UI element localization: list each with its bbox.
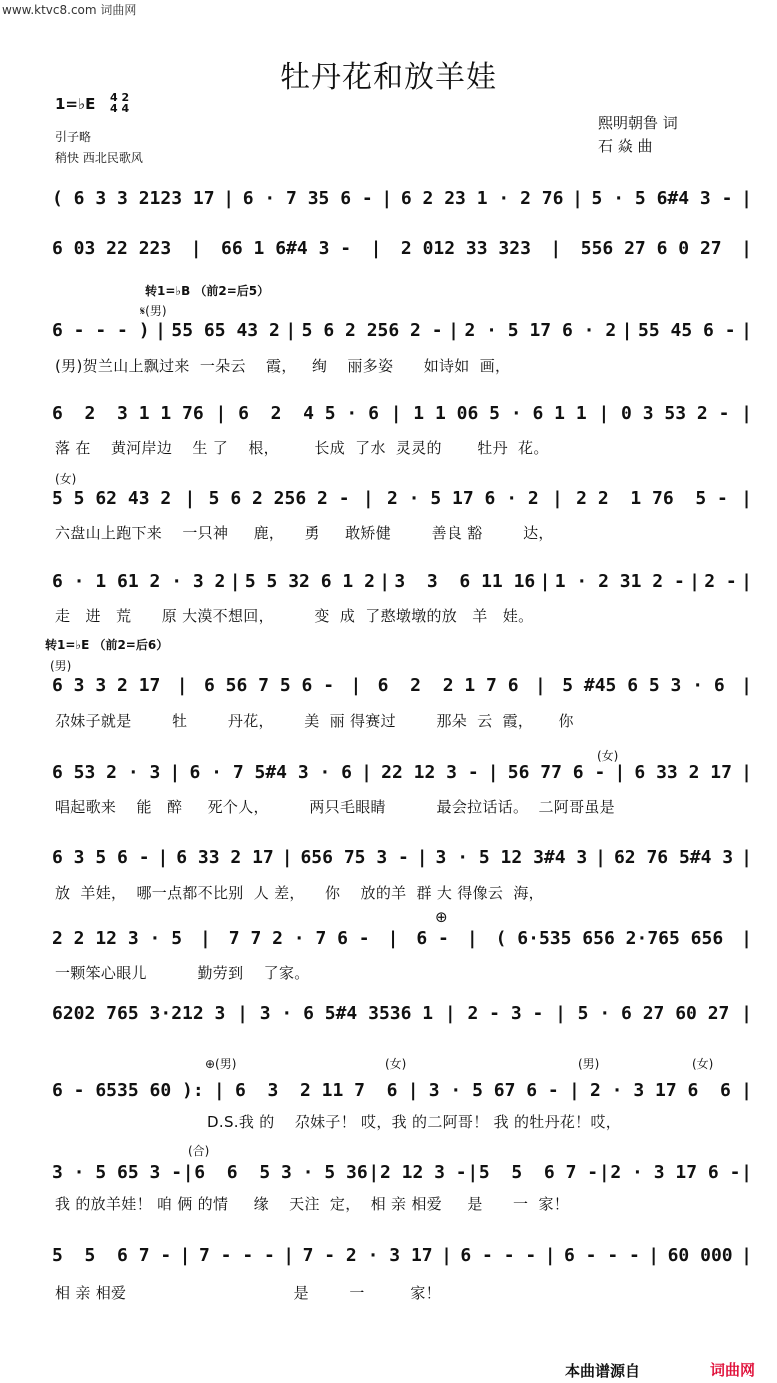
measure: 6 33 2 17 [176, 847, 274, 868]
music-row [52, 403, 752, 424]
lyric-row: 唱起歌来 能 醉 死个人， 两只毛眼睛 最会拉话话。 二阿哥虽是 [55, 798, 615, 816]
music-row [52, 847, 752, 868]
measure: 556 27 6 0 27 [580, 238, 722, 259]
bar-line: | [648, 1245, 660, 1266]
measure: 5 5 62 43 2 [52, 488, 172, 509]
bar-line: | [190, 238, 202, 259]
music-row [52, 488, 752, 509]
music-row [52, 238, 752, 259]
bar-line: | [539, 571, 551, 592]
measure: 3 · 6 5#4 3536 1 [259, 1003, 434, 1024]
measure: 6 2 4 5 · 6 [238, 403, 379, 424]
lyric-row: 放 羊娃， 哪一点都不比别 人 差， 你 放的羊 群 大 得像云 海， [55, 884, 544, 902]
bar-line: | [467, 1162, 479, 1183]
coda-symbol: ⊕ [435, 908, 448, 926]
measure: 5 5 32 6 1 2 [244, 571, 375, 592]
measure: 5 5 6 7 - [52, 1245, 172, 1266]
bar-line: | [741, 188, 752, 209]
measure: 6 03 22 223 [52, 238, 172, 259]
music-row [52, 188, 752, 209]
footer-logo: 词曲网 [710, 1361, 756, 1379]
music-row [52, 1245, 752, 1266]
bar-line: | [223, 188, 235, 209]
key-signature: 1=♭E [55, 95, 96, 113]
music-row [52, 675, 752, 696]
measure: 7 7 2 · 7 6 - [228, 928, 370, 949]
measure: 2 2 1 76 5 - [576, 488, 728, 509]
measure: 2 012 33 323 [400, 238, 531, 259]
measure: 5 · 5 6#4 3 - [591, 188, 733, 209]
lyricist-credit: 熙明朝鲁 词 [598, 114, 678, 132]
measure: 60 000 [667, 1245, 733, 1266]
bar-line: | [381, 188, 393, 209]
measure: 6 53 2 · 3 [52, 762, 161, 783]
measure: 2 · 5 17 6 · 2 [464, 320, 617, 341]
bar-line: | [568, 1080, 580, 1101]
bar-line: | [441, 1245, 452, 1266]
bar-line: | [595, 847, 607, 868]
measure: 2 2 12 3 · 5 [52, 928, 183, 949]
bar-line: | [285, 320, 297, 341]
bar-line: | [361, 762, 372, 783]
measure: ( 6 3 3 2123 17 [52, 188, 215, 209]
bar-line: | [621, 320, 633, 341]
lyric-row: 走 进 荒 原 大漠不想回， 变 成 了憨墩墩的放 羊 娃。 [55, 607, 534, 625]
segno-male-annotation: 𝄋(男) [140, 304, 167, 318]
female-annotation-4: (女) [692, 1057, 714, 1071]
song-title: 牡丹花和放羊娃 [280, 60, 497, 95]
measure: 5 5 6 7 - [478, 1162, 599, 1183]
bar-line: | [390, 403, 402, 424]
measure: 6 3 3 2 17 [52, 675, 161, 696]
measure: 2 · 3 17 6 - [610, 1162, 741, 1183]
bar-line: | [229, 571, 241, 592]
lyric-row: 落 在 黄河岸边 生 了 根， 长成 了水 灵灵的 牡丹 花。 [55, 439, 549, 457]
measure: 6 · 7 35 6 - [242, 188, 373, 209]
measure: 6 - - - [460, 1245, 537, 1266]
measure: 3 · 5 12 3#4 3 [435, 847, 588, 868]
female-annotation-2: (女) [597, 749, 619, 763]
bar-line: | [213, 1080, 225, 1101]
measure: 6 33 2 17 [634, 762, 732, 783]
bar-line: | [614, 762, 626, 783]
bar-line: | [598, 403, 610, 424]
measure: 1 1 06 5 · 6 1 1 [413, 403, 587, 424]
bar-line: | [387, 928, 399, 949]
measure: 6 2 3 1 1 76 [52, 403, 204, 424]
measure: 5 · 6 27 60 27 [577, 1003, 730, 1024]
bar-line: | [487, 762, 499, 783]
bar-line: | [237, 1003, 248, 1024]
music-row [52, 762, 752, 783]
modulation-annotation: 转1=♭B （前2=后5） [145, 284, 270, 298]
measure: 62 76 5#4 3 [613, 847, 734, 868]
lyric-row: (男)贺兰山上飘过来 一朵云 霞， 绚 丽多姿 如诗如 画， [55, 357, 511, 375]
intro-note: 引子略 [55, 130, 92, 144]
composer-credit: 石 焱 曲 [598, 137, 653, 155]
measure: 6 3 2 11 7 6 [234, 1080, 398, 1101]
bar-line: | [741, 571, 752, 592]
bar-line: | [283, 1245, 295, 1266]
measure: 66 1 6#4 3 - [221, 238, 352, 259]
measure: 2 · 5 17 6 · 2 [386, 488, 539, 509]
male-annotation: (男) [50, 659, 72, 673]
bar-line: | [741, 762, 752, 783]
bar-line: | [741, 1080, 752, 1101]
measure: 0 3 53 2 - [621, 403, 730, 424]
lyric-row: D.S.我 的 尕妹子！ 哎，我 的二阿哥！ 我 的牡丹花！哎， [55, 1113, 622, 1131]
bar-line: | [407, 1080, 419, 1101]
measure: 6 2 2 1 7 6 [377, 675, 519, 696]
bar-line: | [466, 928, 478, 949]
bar-line: | [741, 320, 752, 341]
measure: 22 12 3 - [381, 762, 479, 783]
measure: 3 · 5 67 6 - [428, 1080, 559, 1101]
measure: 6 - - - [563, 1245, 640, 1266]
measure: 2 · 3 17 6 6 [589, 1080, 731, 1101]
bar-line: | [689, 571, 700, 592]
lyric-row: 我 的放羊娃！ 咱 俩 的情 缘 天注 定， 相 亲 相爱 是 一 家！ [55, 1195, 570, 1213]
bar-line: | [555, 1003, 566, 1024]
measure: 2 - 3 - [467, 1003, 544, 1024]
bar-line: | [544, 1245, 556, 1266]
female-annotation-3: (女) [385, 1057, 407, 1071]
music-row [52, 1162, 752, 1183]
bar-line: | [176, 675, 188, 696]
bar-line: | [368, 1162, 380, 1183]
lyric-row: 尕妹子就是 牡 丹花， 美 丽 得赛过 那朵 云 霞， 你 [55, 712, 574, 730]
measure: ( 6·535 656 2·765 656 [495, 928, 724, 949]
measure: 6 · 1 61 2 · 3 2 [52, 571, 226, 592]
bar-line: | [741, 928, 752, 949]
measure: 6 56 7 5 6 - [204, 675, 335, 696]
bar-line: | [741, 1003, 752, 1024]
lyric-row: 相 亲 相爱 是 一 家！ [55, 1284, 441, 1302]
bar-line: | [598, 1162, 610, 1183]
bar-line: | [741, 403, 752, 424]
bar-line: | [350, 675, 362, 696]
measure: 6 6 5 3 · 5 36 [194, 1162, 368, 1183]
bar-line: | [444, 1003, 456, 1024]
measure: 3 3 6 11 16 [394, 571, 536, 592]
bar-line: | [550, 238, 562, 259]
bar-line: | [448, 320, 459, 341]
measure: 6202 765 3·212 3 [52, 1003, 226, 1024]
bar-line: | [199, 928, 211, 949]
measure: 3 · 5 65 3 - [52, 1162, 183, 1183]
measure: 6 · 7 5#4 3 · 6 [189, 762, 353, 783]
bar-line: | [572, 188, 583, 209]
bar-line: | [379, 571, 391, 592]
bar-line: | [741, 847, 752, 868]
measure: 56 77 6 - [507, 762, 606, 783]
measure: 55 65 43 2 [171, 320, 280, 341]
bar-line: | [370, 238, 382, 259]
male-annotation-3: (男) [578, 1057, 600, 1071]
music-row [52, 1003, 752, 1024]
bar-line: | [552, 488, 563, 509]
music-row [52, 320, 752, 341]
bar-line: | [741, 488, 752, 509]
measure: 6 - 6535 60 ): [52, 1080, 204, 1101]
bar-line: | [184, 488, 196, 509]
footer-source-text: 本曲谱源自 [565, 1362, 641, 1380]
measure: 656 75 3 - [300, 847, 409, 868]
bar-line: | [281, 847, 293, 868]
measure: 2 12 3 - [379, 1162, 467, 1183]
bar-line: | [169, 762, 181, 783]
measure: 6 - - - ) [52, 320, 150, 341]
tempo-marking: 稍快 西北民歌风 [55, 151, 143, 165]
music-row [52, 571, 752, 592]
measure: 7 - 2 · 3 17 [302, 1245, 433, 1266]
music-row [52, 928, 752, 949]
chorus-annotation: (合) [188, 1144, 210, 1158]
watermark-text: www.ktvc8.com 词曲网 [2, 3, 137, 17]
time-signature: 4 2 4 4 [110, 91, 130, 115]
bar-line: | [416, 847, 428, 868]
measure: 6 - [416, 928, 449, 949]
lyric-row: 一颗笨心眼儿 勤劳到 了家。 [55, 964, 310, 982]
bar-line: | [155, 320, 166, 341]
bar-line: | [741, 238, 752, 259]
measure: 55 45 6 - [638, 320, 736, 341]
bar-line: | [741, 675, 752, 696]
bar-line: | [741, 1162, 752, 1183]
female-annotation: (女) [55, 472, 77, 486]
measure: 6 3 5 6 - [52, 847, 150, 868]
bar-line: | [157, 847, 169, 868]
lyric-row: 六盘山上跑下来 一只神 鹿， 勇 敢矫健 善良 豁 达， [55, 524, 554, 542]
coda-male-annotation: ⊕(男) [205, 1057, 237, 1071]
music-row [52, 1080, 752, 1101]
measure: 2 - [704, 571, 737, 592]
measure: 7 - - - [198, 1245, 275, 1266]
measure: 5 #45 6 5 3 · 6 [562, 675, 725, 696]
bar-line: | [362, 488, 374, 509]
measure: 1 · 2 31 2 - [554, 571, 685, 592]
bar-line: | [182, 1162, 194, 1183]
measure: 5 6 2 256 2 - [301, 320, 443, 341]
bar-line: | [741, 1245, 752, 1266]
bar-line: | [215, 403, 227, 424]
bar-line: | [179, 1245, 191, 1266]
measure: 5 6 2 256 2 - [208, 488, 350, 509]
measure: 6 2 23 1 · 2 76 [400, 188, 564, 209]
bar-line: | [534, 675, 546, 696]
modulation-annotation-2: 转1=♭E （前2=后6） [45, 638, 169, 652]
